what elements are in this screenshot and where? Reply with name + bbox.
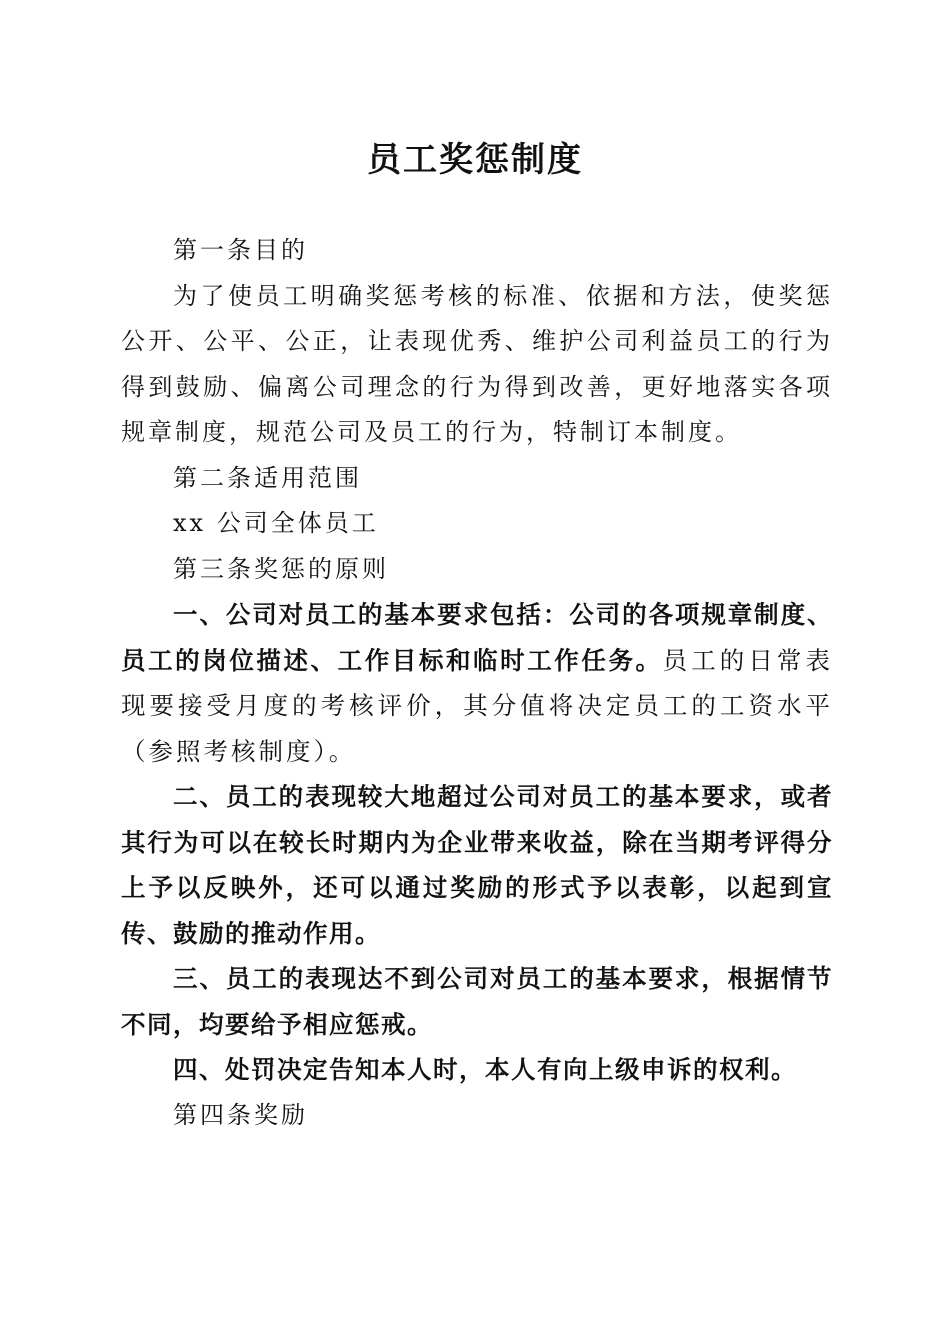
article-3-clause-1 (121, 592, 833, 774)
clause-1-bold-text: 一、公司对员工的基本要求包括：公司的各项规章制度、员工的岗位描述、工作目标和临时工作任务。 (121, 600, 833, 675)
document-body (121, 228, 833, 1138)
article-3-clause-4 (121, 1047, 833, 1093)
document-title: 员工奖惩制度 (367, 140, 583, 180)
clause-3-text: 三、员工的表现达不到公司对员工的基本要求，根据情节不同，均要给予相应惩戒。 (121, 964, 833, 1039)
article-1-heading: 第一条目的 (173, 236, 308, 264)
article-1-body: 为了使员工明确奖惩考核的标准、依据和方法，使奖惩公开、公平、公正，让表现优秀、维护公司利益员工的行为得到鼓励、偏离公司理念的行为得到改善，更好地落实各项规章制度，规范公司及员工的行为，特制订本制度。 (121, 281, 833, 446)
clause-4-text: 四、处罚决定告知本人时，本人有向上级申诉的权利。 (173, 1055, 797, 1084)
clause-1-plain-text: 员工的日常表现要接受月度的考核评价，其分值将决定员工的工资水平（参照考核制度）。 (121, 645, 834, 766)
article-2-heading: 第二条适用范围 (173, 463, 362, 492)
article-3-heading: 第三条奖惩的原则 (173, 554, 389, 583)
clause-2-text: 二、员工的表现较大地超过公司对员工的基本要求，或者其行为可以在较长时期内为企业带来收益，除在当期考评得分上予以反映外，还可以通过奖励的形式予以表彰，以起到宣传、鼓励的推动作用。 (121, 782, 833, 948)
article-3-clause-2 (121, 774, 833, 956)
article-4-heading: 第四条奖励 (173, 1100, 308, 1129)
article-2-body: xx 公司全体员工 (173, 509, 379, 537)
article-3-clause-3 (121, 956, 833, 1047)
